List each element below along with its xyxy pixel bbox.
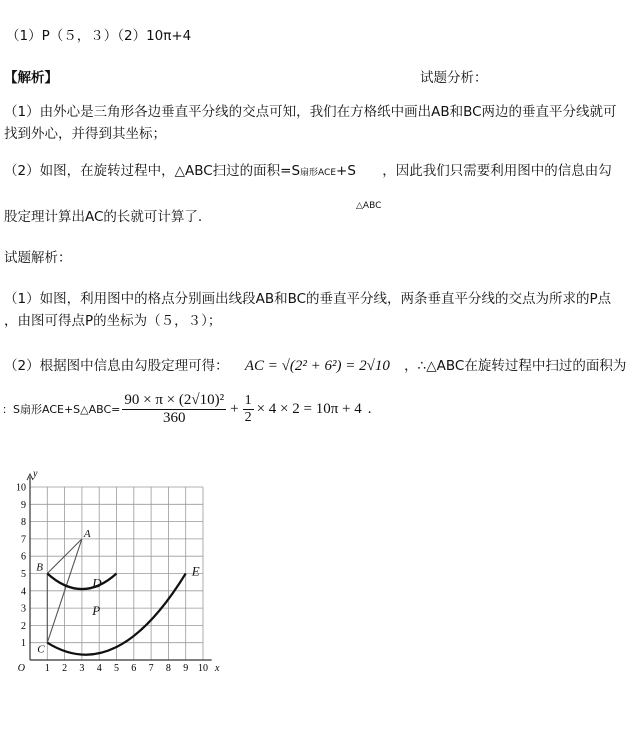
analysis-p2-plus: +S bbox=[336, 163, 356, 179]
analysis-p2-text-a: （2）如图，在旋转过程中，△ABC扫过的面积=S bbox=[4, 163, 301, 179]
y-tick-label: 9 bbox=[21, 499, 26, 511]
analysis-p1-line1: （1）由外心是三角形各边垂直平分线的交点可知，我们在方格纸中画出AB和BC两边的垂直平分线就可 bbox=[4, 104, 617, 120]
sector-fraction-denominator: 360 bbox=[163, 409, 186, 426]
solution-s2-line2 bbox=[2, 384, 372, 434]
x-tick-label: 9 bbox=[183, 663, 189, 672]
x-tick-label: 1 bbox=[44, 663, 50, 672]
y-tick-label: 7 bbox=[21, 534, 26, 546]
x-tick-label: 4 bbox=[96, 663, 102, 672]
analysis-label: 试题分析： bbox=[420, 70, 488, 86]
point-label-c: C bbox=[37, 643, 45, 656]
x-tick-label: 10 bbox=[198, 663, 208, 672]
origin-label: O bbox=[17, 663, 25, 672]
x-axis-label: x bbox=[215, 663, 220, 672]
half-fraction bbox=[243, 393, 254, 426]
point-label-e: E bbox=[191, 563, 200, 579]
x-tick-label: 5 bbox=[114, 663, 119, 672]
tick-labels bbox=[16, 469, 220, 672]
grid-figure bbox=[0, 462, 232, 672]
half-numerator: 1 bbox=[244, 392, 252, 408]
solution-s2-text-a: （2）根据图中信息由勾股定理可得： bbox=[4, 358, 229, 374]
x-tick-label: 7 bbox=[148, 663, 154, 672]
point-labels bbox=[36, 528, 199, 656]
analysis-p1-line2: 找到外心，并得到其坐标； bbox=[4, 126, 166, 142]
x-tick-label: 6 bbox=[131, 663, 137, 672]
y-tick-label: 8 bbox=[21, 517, 26, 529]
y-tick-label: 4 bbox=[21, 586, 26, 598]
solution-s1-line1: （1）如图，利用图中的格点分别画出线段AB和BC的垂直平分线，两条垂直平分线的交点为所求的P点 bbox=[4, 291, 612, 307]
y-tick-label: 6 bbox=[21, 551, 26, 563]
point-label-d: D bbox=[92, 575, 102, 591]
x-tick-label: 8 bbox=[165, 663, 171, 672]
x-tick-label: 3 bbox=[79, 663, 85, 672]
period: . bbox=[367, 400, 372, 417]
plus-sign: + bbox=[230, 400, 239, 417]
analysis-p2-line1 bbox=[4, 159, 612, 179]
y-tick-label: 10 bbox=[16, 482, 26, 494]
solution-s2-line1 bbox=[4, 354, 626, 375]
point-label-b: B bbox=[36, 561, 44, 574]
y-tick-label: 3 bbox=[21, 603, 26, 615]
analysis-p2-text-b: ，因此我们只需要利用图中的信息由勾 bbox=[382, 163, 612, 179]
sector-area-fraction bbox=[122, 392, 226, 427]
analysis-p2-sub-sector: 扇形ACE bbox=[300, 168, 337, 178]
area-result: × 4 × 2 = 10π + 4 bbox=[256, 400, 362, 417]
solution-s1-line2: ，由图可得点P的坐标为（５，３）； bbox=[4, 313, 222, 329]
solution-s2-text-b: ，∴△ABC在旋转过程中扫过的面积为 bbox=[404, 358, 627, 374]
solution-s2-lead: ：S扇形ACE+S△ABC= bbox=[2, 403, 121, 416]
half-denominator: 2 bbox=[244, 409, 252, 425]
solution-heading: 试题解析： bbox=[4, 250, 72, 266]
y-tick-label: 2 bbox=[21, 620, 26, 632]
sector-fraction-numerator: 90 × π × (2√10)² bbox=[124, 391, 225, 408]
y-axis-label: y bbox=[33, 468, 38, 480]
analysis-heading: 【解析】 bbox=[4, 70, 58, 86]
answer-line: （1）P（５，３）（2）10π+4 bbox=[6, 28, 192, 44]
formula-ac: AC = √(2² + 6²) = 2√10 bbox=[244, 358, 390, 374]
analysis-p2-sub-abc: △ABC bbox=[356, 201, 382, 211]
analysis-p2-line2: 股定理计算出AC的长就可计算了. bbox=[4, 209, 203, 225]
point-label-a: A bbox=[83, 527, 91, 540]
y-tick-label: 1 bbox=[21, 638, 26, 650]
x-tick-label: 2 bbox=[62, 663, 68, 672]
axes bbox=[27, 474, 212, 660]
y-tick-label: 5 bbox=[21, 569, 26, 580]
point-label-p: P bbox=[92, 603, 101, 619]
